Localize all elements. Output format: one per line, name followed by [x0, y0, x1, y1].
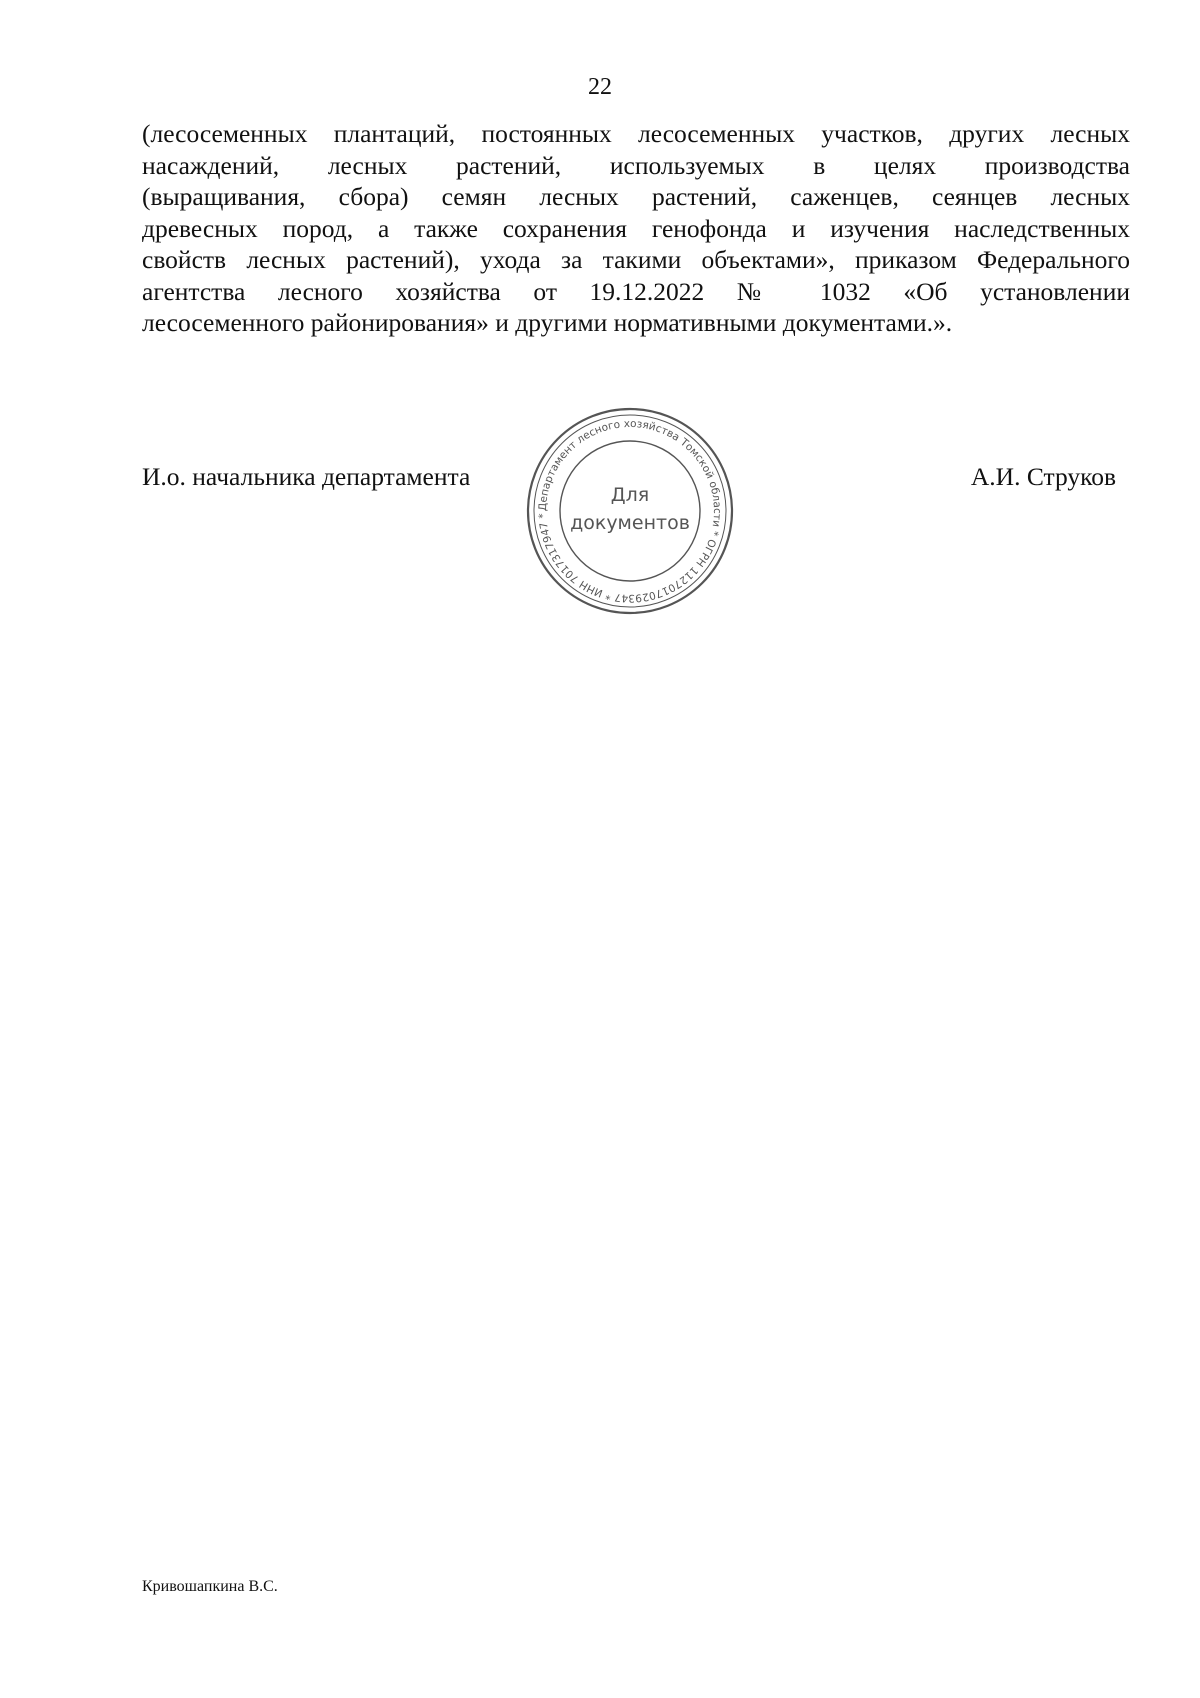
- signer-name: А.И. Струков: [970, 462, 1116, 491]
- executor-name: Кривошапкина В.С.: [142, 1578, 278, 1595]
- body-line: древесных пород, а также сохранения генофонда и изучения наследственных: [142, 213, 1130, 243]
- official-seal: [524, 405, 736, 617]
- body-line: (лесосеменных плантаций, постоянных лесосеменных участков, других лесных: [142, 119, 1130, 148]
- body-line: насаждений, лесных растений, используемых в целях производства: [142, 150, 1130, 180]
- seal-center-line-1: Для: [610, 484, 650, 506]
- signer-title: И.о. начальника департамента: [142, 462, 471, 491]
- seal-ring-text: Департамент лесного хозяйства Томской области * ОГРН 1127017029347 * ИНН 7017317947 *: [536, 417, 724, 605]
- body-paragraph: [142, 118, 1130, 339]
- seal-center-line-2: документов: [570, 512, 690, 534]
- body-line: агентства лесного хозяйства от 19.12.2022 № 1032 «Об установлении: [142, 276, 1130, 306]
- body-line: лесосеменного районирования» и другими нормативными документами.».: [142, 308, 953, 337]
- body-line: (выращивания, сбора) семян лесных растений, саженцев, сеянцев лесных: [142, 182, 1130, 211]
- body-line: свойств лесных растений), ухода за такими объектами», приказом Федерального: [142, 245, 1130, 274]
- seal-stamp: [524, 405, 736, 617]
- page-number: 22: [588, 74, 612, 100]
